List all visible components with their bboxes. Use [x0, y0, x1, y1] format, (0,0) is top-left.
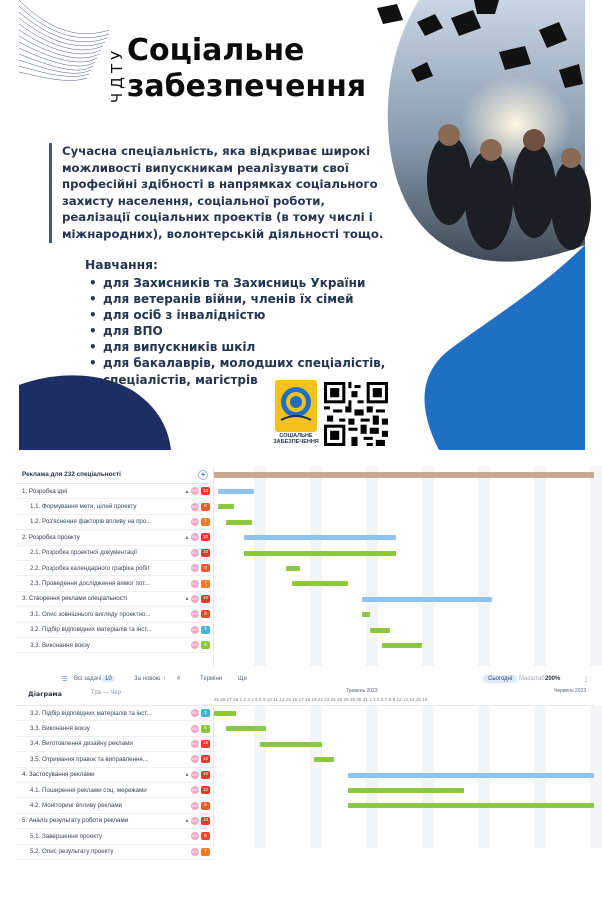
task-label: 4.1. Поширення реклами соц. мережами: [30, 786, 147, 794]
task-bar[interactable]: [244, 551, 396, 556]
task-row[interactable]: [16, 721, 214, 736]
task-bar[interactable]: [314, 757, 334, 762]
task-bar[interactable]: [382, 643, 422, 648]
poster-title: [127, 33, 366, 105]
weekend-column: [478, 466, 490, 666]
task-label: 3.3. Виконання вокзу: [30, 725, 90, 733]
priority-badge[interactable]: 10: [202, 596, 209, 602]
task-bar[interactable]: [362, 612, 370, 617]
assignee-avatar[interactable]: МА: [192, 741, 198, 746]
assignee-avatar[interactable]: МА: [192, 772, 198, 777]
today-button[interactable]: Сьогодні: [483, 675, 517, 683]
priority-badge[interactable]: 10: [202, 772, 209, 778]
task-bar[interactable]: [226, 520, 252, 525]
project-title: Реклама для 232 спеціальності: [22, 471, 121, 478]
task-label: 1.2. Роз'яснення факторів впливу на про...: [30, 518, 152, 526]
priority-badge[interactable]: 5: [201, 641, 210, 649]
month-label-june: Червень 2023: [554, 688, 587, 694]
assignee-avatar[interactable]: МА: [192, 612, 198, 617]
task-row[interactable]: [16, 530, 214, 545]
task-row[interactable]: [16, 499, 214, 514]
assignee-avatar[interactable]: МА: [192, 566, 198, 571]
assignee-avatar[interactable]: МА: [192, 711, 198, 716]
task-row[interactable]: [16, 752, 214, 767]
priority-badge[interactable]: 7: [201, 518, 210, 526]
task-row[interactable]: [16, 845, 214, 860]
task-label: 2.1. Розробка проектної документації: [30, 549, 137, 557]
task-label: 3.1. Опис зовнішнього вигляду проектно...: [30, 610, 151, 618]
task-label: 2. Розробка проекту: [22, 533, 80, 541]
collapse-icon[interactable]: ▴: [185, 596, 189, 603]
brand-text: ЧДТУ: [108, 46, 126, 104]
task-label: 5.1. Завершення проекту: [30, 832, 103, 840]
task-label: 3.2. Підбір відповідних матеріалів та інст...: [30, 626, 152, 634]
priority-badge[interactable]: 2: [201, 626, 210, 634]
task-label: 4. Застосування реклами: [22, 771, 95, 779]
assignee-avatar[interactable]: МА: [192, 504, 198, 509]
weekend-column: [366, 466, 378, 666]
task-row[interactable]: [16, 706, 214, 721]
task-row[interactable]: [16, 592, 214, 607]
task-label: 1. Розробка ідеї: [22, 487, 68, 495]
priority-badge[interactable]: 10: [202, 550, 209, 556]
task-list: [16, 466, 214, 666]
task-bar[interactable]: [348, 773, 594, 778]
task-bar[interactable]: [362, 597, 492, 602]
all-tasks-filter[interactable]: Всі задачі: [74, 676, 102, 682]
task-list: [16, 706, 214, 856]
title-line2: забезпечення: [127, 69, 367, 104]
task-bar[interactable]: [218, 504, 234, 509]
assignee-avatar[interactable]: МА: [192, 788, 198, 793]
task-label: 3.3. Виконання вокзу: [30, 641, 90, 649]
task-bar[interactable]: [286, 566, 300, 571]
task-label: 4.2. Моніторинг впливу реклами: [30, 802, 123, 810]
gantt-chart-bottom: [16, 672, 594, 856]
scale-label: Масштаб: [519, 676, 545, 682]
more-vertical-icon[interactable]: ⋮: [583, 677, 589, 683]
assignee-avatar[interactable]: МА: [192, 643, 198, 648]
study-list: [87, 275, 457, 388]
university-brand: [107, 41, 127, 111]
task-row[interactable]: [16, 484, 214, 499]
priority-badge[interactable]: 9: [201, 832, 210, 840]
priority-badge[interactable]: 9: [201, 610, 210, 618]
study-item: • для осіб з інвалідністю: [87, 307, 457, 323]
priority-badge[interactable]: 10: [202, 756, 209, 762]
assignee-avatar[interactable]: МА: [192, 581, 198, 586]
assignee-avatar[interactable]: МА: [192, 834, 198, 839]
task-bar[interactable]: [348, 803, 594, 808]
task-row[interactable]: [16, 607, 214, 622]
day-scale: 25 26 27 28 1 2 3 4 5 8 9 10 11 12 15 16 17 18 19 22 23 24 25 26 29 30 31 1 2 5 6 7 8 9 12 13 14 15 16: [214, 697, 428, 702]
task-bar[interactable]: [218, 489, 254, 494]
assignee-avatar[interactable]: МА: [192, 818, 198, 823]
title-line1: Соціальне: [127, 33, 305, 68]
task-row[interactable]: [16, 829, 214, 844]
task-label: 3.2. Підбір відповідних матеріалів та інст...: [30, 709, 152, 717]
study-item: • для бакалаврів, молодших спеціалістів, спеціалістів, магістрів: [87, 355, 457, 387]
qr-code-icon[interactable]: [324, 382, 388, 446]
task-label: 2.2. Розробка календарного графіка робіт: [30, 564, 151, 572]
task-bar[interactable]: [244, 535, 396, 540]
task-row[interactable]: [16, 623, 214, 638]
priority-badge[interactable]: 2: [201, 709, 210, 717]
terms-select[interactable]: Терміни: [200, 676, 223, 682]
assignee-avatar[interactable]: МА: [192, 627, 198, 632]
task-row[interactable]: [16, 768, 214, 783]
task-bar[interactable]: [292, 581, 348, 586]
task-row[interactable]: [16, 814, 214, 829]
weekend-column: [590, 466, 602, 666]
task-row[interactable]: [16, 561, 214, 576]
priority-badge[interactable]: 10: [202, 787, 209, 793]
weekend-column: [422, 466, 434, 666]
assignee-avatar[interactable]: МА: [192, 489, 198, 494]
assignee-avatar[interactable]: МА: [192, 596, 198, 601]
gantt-icon[interactable]: ☰: [62, 677, 68, 683]
zoom-select[interactable]: 200%: [545, 676, 561, 682]
priority-badge[interactable]: 10: [202, 488, 209, 494]
month-label-may: Травень 2023: [346, 688, 378, 694]
study-item: • для випускників шкіл: [87, 339, 457, 355]
study-item: • для ВПО: [87, 323, 457, 339]
diagram-tab[interactable]: Діаграма: [28, 690, 62, 698]
assignee-avatar[interactable]: МА: [192, 519, 198, 524]
priority-badge[interactable]: 5: [201, 725, 210, 733]
add-task-button[interactable]: +: [198, 470, 208, 480]
assignee-avatar[interactable]: МА: [192, 726, 198, 731]
assignee-avatar[interactable]: МА: [192, 550, 198, 555]
assignee-avatar[interactable]: МА: [192, 535, 198, 540]
study-item: • для Захисників та Захисниць України: [87, 275, 457, 291]
task-row[interactable]: [16, 783, 214, 798]
collapse-icon[interactable]: ▴: [185, 818, 189, 825]
weekend-column: [310, 466, 322, 666]
task-row[interactable]: [16, 546, 214, 561]
timeline: [214, 466, 594, 666]
task-label: 3.5. Отримання правок та виправлення...: [30, 755, 148, 763]
collapse-icon[interactable]: ▴: [185, 488, 189, 495]
more-menu[interactable]: Ще: [238, 676, 247, 682]
priority-badge[interactable]: 7: [201, 580, 210, 588]
study-heading: Навчання:: [85, 258, 158, 272]
priority-badge[interactable]: 10: [202, 741, 209, 747]
logo-caption: СОЦІАЛЬНЕ ЗАБЕЗПЕЧЕННЯ: [273, 433, 319, 445]
collapse-icon[interactable]: ▴: [185, 772, 189, 779]
assignee-avatar[interactable]: МА: [192, 849, 198, 854]
task-row[interactable]: [16, 638, 214, 653]
gantt-chart-top: [16, 466, 594, 666]
task-label: 5. Аналіз результату роботи реклами: [22, 817, 129, 825]
task-row[interactable]: [16, 737, 214, 752]
priority-badge[interactable]: 8: [201, 564, 210, 572]
project-header: [16, 466, 214, 484]
gantt-toolbar: [16, 672, 594, 706]
task-count-badge: 10: [102, 676, 115, 682]
task-bar[interactable]: [370, 628, 390, 633]
collapse-icon[interactable]: ▴: [185, 534, 189, 541]
poster-description: Сучасна спеціальність, яка відкриває широкі можливості випускникам реалізувати свої професійні здібності в напрямках соціального захисту населення, соціальної роботи, реалізації соціальних проектів (в тому числі і міжнародних), волонтерській діяльності тощо.: [49, 143, 389, 243]
priority-badge[interactable]: 10: [202, 818, 209, 824]
task-row[interactable]: [16, 576, 214, 591]
task-label: 2.3. Проведення дослідження вимог пот...: [30, 580, 150, 588]
filter-icon[interactable]: #: [177, 676, 181, 682]
task-bar[interactable]: [348, 788, 464, 793]
task-row[interactable]: [16, 515, 214, 530]
sort-select[interactable]: За новою: [134, 676, 161, 682]
priority-badge[interactable]: 8: [201, 503, 210, 511]
task-bar[interactable]: [214, 472, 594, 478]
timeline: [214, 706, 594, 848]
priority-badge[interactable]: 7: [201, 848, 210, 856]
weekend-column: [534, 466, 546, 666]
priority-badge[interactable]: 10: [202, 534, 209, 540]
study-item: • для ветеранів війни, членів їх сімей: [87, 291, 457, 307]
poster: [19, 0, 585, 450]
priority-badge[interactable]: 8: [201, 802, 210, 810]
task-label: 3.4. Виготовлення дизайну реклами: [30, 740, 133, 748]
task-label: 3. Створення реклами спеціальності: [22, 595, 128, 603]
task-label: 1.1. Формування мети, цілей проекту: [30, 503, 137, 511]
task-label: 5.2. Опис результату проекту: [30, 848, 114, 856]
task-bar[interactable]: [260, 742, 322, 747]
task-bar[interactable]: [226, 726, 266, 731]
sort-icon[interactable]: ↑: [163, 676, 166, 682]
weekend-column: [254, 466, 266, 666]
weekend-column: [310, 706, 322, 848]
task-bar[interactable]: [214, 711, 236, 716]
assignee-avatar[interactable]: МА: [192, 803, 198, 808]
assignee-avatar[interactable]: МА: [192, 757, 198, 762]
task-row[interactable]: [16, 798, 214, 813]
period-range[interactable]: Тра — Чер: [91, 690, 122, 696]
